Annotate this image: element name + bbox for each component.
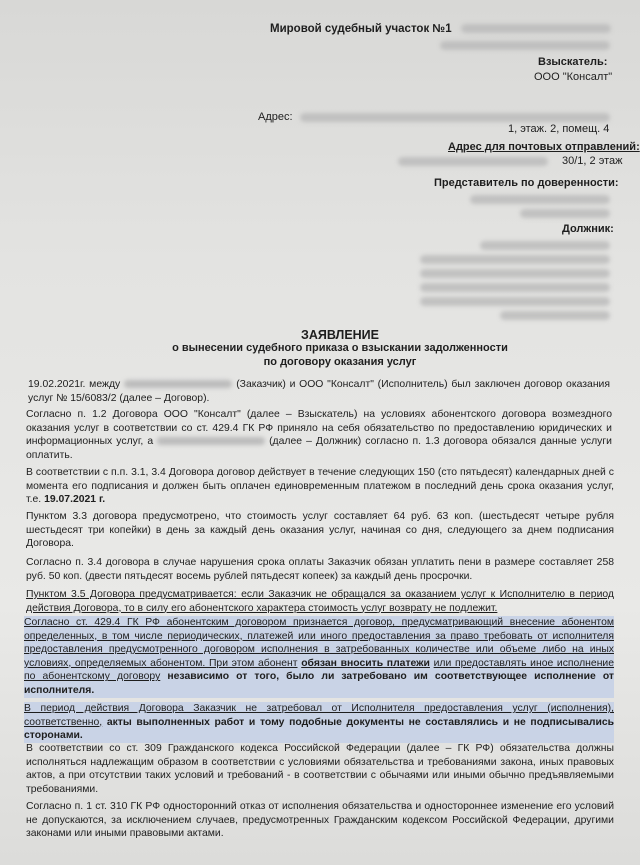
court-name-text: Мировой судебный участок №1 — [270, 23, 452, 35]
court-name — [270, 22, 611, 36]
p2-end: (далее – Должник) согласно п. 1.3 договора обязался данные услуги оплатить. — [26, 436, 612, 461]
redacted-court-details — [461, 24, 611, 33]
redacted-debtor-line-4 — [420, 294, 610, 308]
redacted-debtor-name-inline-2 — [157, 437, 265, 445]
redacted-debtor-line-2 — [420, 266, 610, 280]
representative-label: Представитель по доверенности: — [434, 177, 619, 189]
claimant-name: ООО "Консалт" — [534, 71, 613, 83]
p1-end: (Заказчик) и ООО "Консалт" (Исполнитель) был заключен договор оказания услуг № 15/6083/2 (далее – Договор). — [28, 379, 610, 404]
redacted-debtor-line-5 — [500, 308, 610, 322]
paragraph-subscription-law — [24, 616, 614, 698]
paragraph-art-310 — [26, 800, 614, 841]
redacted-debtor-name — [480, 238, 610, 252]
p7-start: Согласно ст. 429.4 ГК РФ абонентским договором признается договор, предусматривающий внесение абонентом определенных, в том числе периодических, платежей или иного предоставления за право требовать от исполнителя предоставления предусмотренного договором исполнения в затребованных количестве или объеме либо на иных условиях, определяемых абонентом. При этом абонент — [24, 617, 614, 669]
payment-date: 19.07.2021 г. — [44, 494, 106, 506]
document-title: ЗАЯВЛЕНИЕ — [300, 328, 379, 342]
p8-bold: акты выполненных работ и тому подобные документы не составлялись и не подписывались сторонами. — [24, 716, 615, 742]
redacted-court-line — [440, 38, 610, 52]
redacted-postal-address — [398, 154, 548, 168]
p6-text: Пунктом 3.5 Договора предусматривается: если Заказчик не обращался за оказанием услуг к Исполнителю в период действия Договора, то в силу его абонентского характера стоимость услуг возврату не подлежит. — [26, 589, 614, 614]
address-tail: 1, этаж. 2, помещ. 4 — [508, 123, 610, 135]
paragraph-term — [26, 466, 614, 507]
p2-start: Согласно п. 1.2 Договора ООО "Консалт" (далее – Взыскатель) на условиях абонентского договора возмездного оказания услуг в соответствии со ст. 429.4 ГК РФ приняло на себя обязательство по предоставлению юридических и информационных услуг, а — [26, 409, 612, 448]
p7-middle: или предоставлять иное исполнение по абонентскому договору — [24, 657, 615, 683]
paragraph-no-request — [24, 702, 614, 743]
redacted-debtor-line-3 — [420, 280, 610, 294]
document-subtitle-2: по договору оказания услуг — [263, 356, 417, 368]
paragraph-obligations — [26, 408, 612, 462]
claimant-label: Взыскатель: — [538, 56, 608, 68]
redacted-representative-2 — [520, 206, 610, 220]
debtor-label: Должник: — [562, 223, 614, 235]
redacted-representative-1 — [470, 192, 610, 206]
paragraph-penalty — [26, 556, 614, 583]
p9-text: В соответствии со ст. 309 Гражданского кодекса Российской Федерации (далее – ГК РФ) обязательства должны исполняться надлежащим образом в соответствии с условиями обязательства и требованиями закона, иных правовых актов, а при отсутствии таких условий и требований - в соответствии с обычаями или иными обычно предъявляемыми требованиями. — [26, 743, 614, 795]
paragraph-cost — [26, 510, 614, 551]
p3-start: В соответствии с п.п. 3.1, 3.4 Договора договор действует в течение следующих 150 (сто пятьдесят) календарных дней с момента его подписания и должен быть оплачен единовременным платежом в последний день срока оказания услуг, т.е. — [26, 467, 614, 506]
paragraph-no-refund — [26, 588, 614, 615]
paragraph-art-309 — [26, 742, 614, 796]
p5-text: Согласно п. 3.4 договора в случае нарушения срока оплаты Заказчик обязан уплатить пени в размере составляет 258 руб. 50 коп. (двести пятьдесят восемь рублей пятьдесят копеек) за каждый день просрочки. — [26, 557, 614, 582]
p1-start: 19.02.2021г. между — [28, 379, 121, 390]
p7-bold-1: обязан вносить платежи — [301, 657, 430, 669]
address-label: Адрес: — [258, 111, 293, 123]
document-subtitle-1: о вынесении судебного приказа о взыскании задолженности — [172, 342, 508, 354]
p4-text: Пунктом 3.3 договора предусмотрено, что стоимость услуг составляет 64 руб. 63 коп. (шестьдесят четыре рубля шестьдесят три копейки) в день за каждый день оказания услуг, начиная со дня, следующего за днем подписания Договора. — [26, 511, 614, 550]
postal-address-tail: 30/1, 2 этаж — [562, 155, 623, 167]
redacted-debtor-name-inline — [124, 380, 232, 388]
p8-start: В период действия Договора Заказчик не затребовал от Исполнителя предоставления услуг (исполнения), соответственно, — [24, 703, 614, 728]
p10-text: Согласно п. 1 ст. 310 ГК РФ односторонний отказ от исполнения обязательства и одностороннее изменение его условий не допускаются, за исключением случаев, предусмотренных Гражданским кодексом Российской Федерации, другими законами или иными правовыми актами. — [26, 801, 614, 840]
redacted-debtor-line-1 — [420, 252, 610, 266]
postal-address-label: Адрес для почтовых отправлений: — [448, 141, 640, 153]
p7-bold-2: независимо от того, было ли затребовано им соответствующее исполнение от исполнителя. — [24, 671, 614, 696]
paragraph-contract — [28, 378, 610, 405]
